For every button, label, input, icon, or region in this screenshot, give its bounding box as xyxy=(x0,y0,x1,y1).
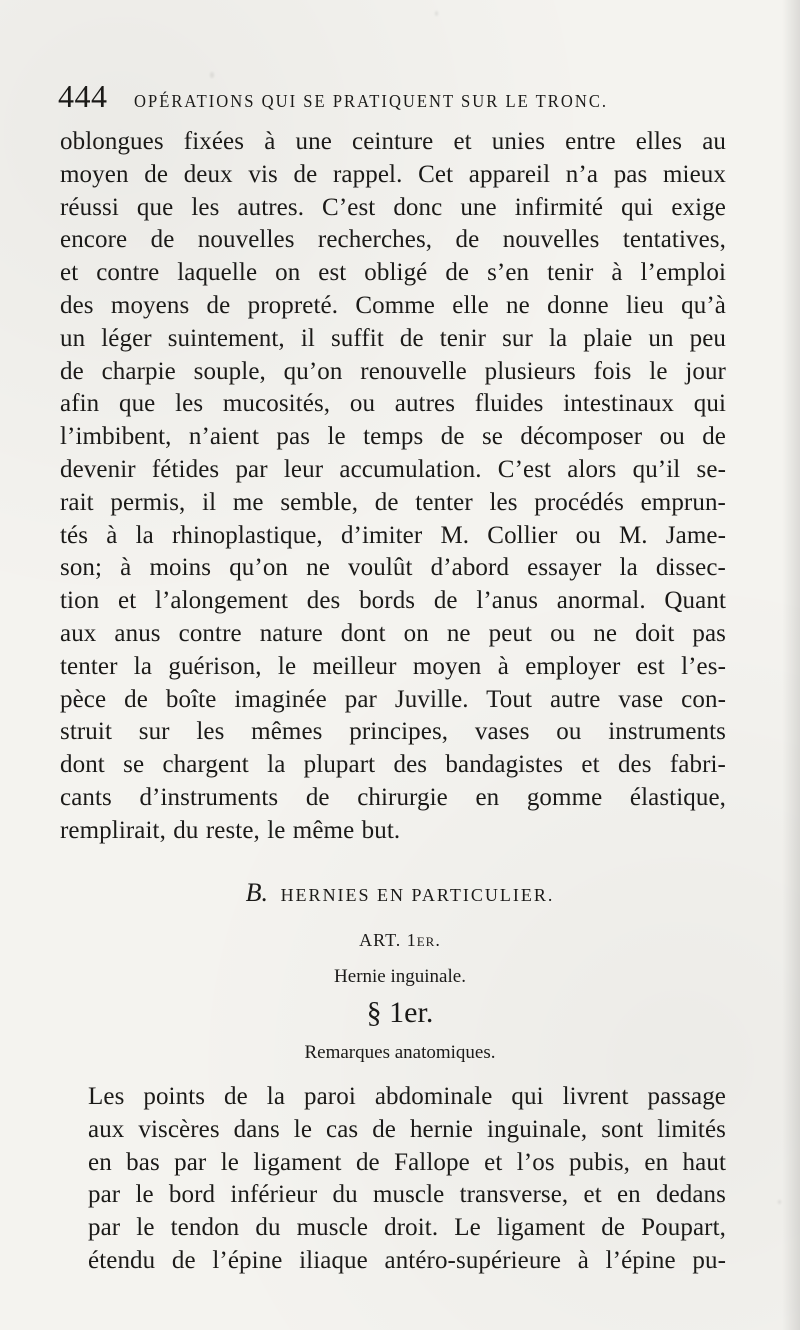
section-b-letter: B. xyxy=(245,878,269,907)
remarques-title: Remarques anatomiques. xyxy=(304,1042,496,1063)
paragraph-2-line: par le tendon du muscle droit. Le ligament de Poupart, xyxy=(88,1214,726,1242)
paragraph-1-line: moyen de deux vis de rappel. Cet appareil n’a pas mieux xyxy=(60,160,726,188)
paragraph-1-line: aux anus contre nature dont on ne peut ou ne doit pas xyxy=(60,619,726,647)
paragraph-2 xyxy=(60,1081,726,1278)
paragraph-1-line: tenter la guérison, le meilleur moyen à employer est l’es- xyxy=(60,652,726,680)
paragraph-2-line: par le bord inférieur du muscle transverse, et en dedans xyxy=(88,1181,726,1209)
paragraph-2-line: Les points de la paroi abdominale qui livrent passage xyxy=(88,1083,726,1110)
paragraph-1-line: son; à moins qu’on ne voulût d’abord essayer la dissec- xyxy=(60,554,726,582)
paragraph-1-line: l’imbibent, n’aient pas le temps de se décomposer ou de xyxy=(60,423,726,451)
page-number: 444 xyxy=(58,78,108,114)
paragraph-1-line: cants d’instruments de chirurgie en gomme élastique, xyxy=(60,783,726,811)
paragraph-1-line: un léger suintement, il suffit de tenir sur la plaie un peu xyxy=(60,324,726,352)
paragraph-1-line: dont se chargent la plupart des bandagistes et des fabri- xyxy=(60,751,726,779)
paragraph-2-line: en bas par le ligament de Fallope et l’os pubis, en haut xyxy=(88,1148,726,1176)
section-b-title: HERNIES EN PARTICULIER. xyxy=(280,885,555,905)
paragraph-2-line: aux viscères dans le cas de hernie inguinale, sont limités xyxy=(88,1115,726,1143)
paragraph-1-line: struit sur les mêmes principes, vases ou instruments xyxy=(60,718,726,746)
paragraph-1-line: afin que les mucosités, ou autres fluides intestinaux qui xyxy=(60,390,726,418)
paragraph-1-line: oblongues fixées à une ceinture et unies entre elles au xyxy=(60,128,726,155)
running-header xyxy=(58,80,748,124)
paragraph-1-line: réussi que les autres. C’est donc une infirmité qui exige xyxy=(60,193,726,221)
article-heading: ART. 1er. xyxy=(359,930,441,950)
paper-smudge xyxy=(435,11,438,16)
hernie-title: Hernie inguinale. xyxy=(334,966,466,987)
paragraph-1-line: tés à la rhinoplastique, d’imiter M. Collier ou M. Jame- xyxy=(60,521,726,549)
section-b-heading xyxy=(0,878,800,908)
paragraph-1-line: remplirait, du reste, le même but. xyxy=(60,816,401,844)
paragraph-1-line: des moyens de propreté. Comme elle ne donne lieu qu’à xyxy=(60,291,726,319)
paper-smudge xyxy=(778,1200,781,1204)
paragraph-1-line: encore de nouvelles recherches, de nouvelles tentatives, xyxy=(60,226,726,254)
paragraph-1-line: devenir fétides par leur accumulation. C’est alors qu’il se- xyxy=(60,455,726,483)
paragraph-1-line: de charpie souple, qu’on renouvelle plusieurs fois le jour xyxy=(60,357,726,385)
paragraph-1-line: pèce de boîte imaginée par Juville. Tout autre vase con- xyxy=(60,685,726,713)
paper-smudge xyxy=(210,72,214,78)
paragraph-1-line: tion et l’alongement des bords de l’anus anormal. Quant xyxy=(60,587,726,615)
paragraph-sign: § 1er. xyxy=(366,996,434,1029)
paragraph-1-line: et contre laquelle on est obligé de s’en tenir à l’emploi xyxy=(60,259,726,287)
page-edge-shadow xyxy=(782,0,800,1330)
paragraph-2-line: étendu de l’épine iliaque antéro-supérieure à l’épine pu- xyxy=(88,1246,726,1274)
paragraph-1-line: rait permis, il me semble, de tenter les procédés emprun- xyxy=(60,488,726,516)
running-head: OPÉRATIONS QUI SE PRATIQUENT SUR LE TRONC. xyxy=(133,91,608,111)
paragraph-1 xyxy=(60,126,726,848)
